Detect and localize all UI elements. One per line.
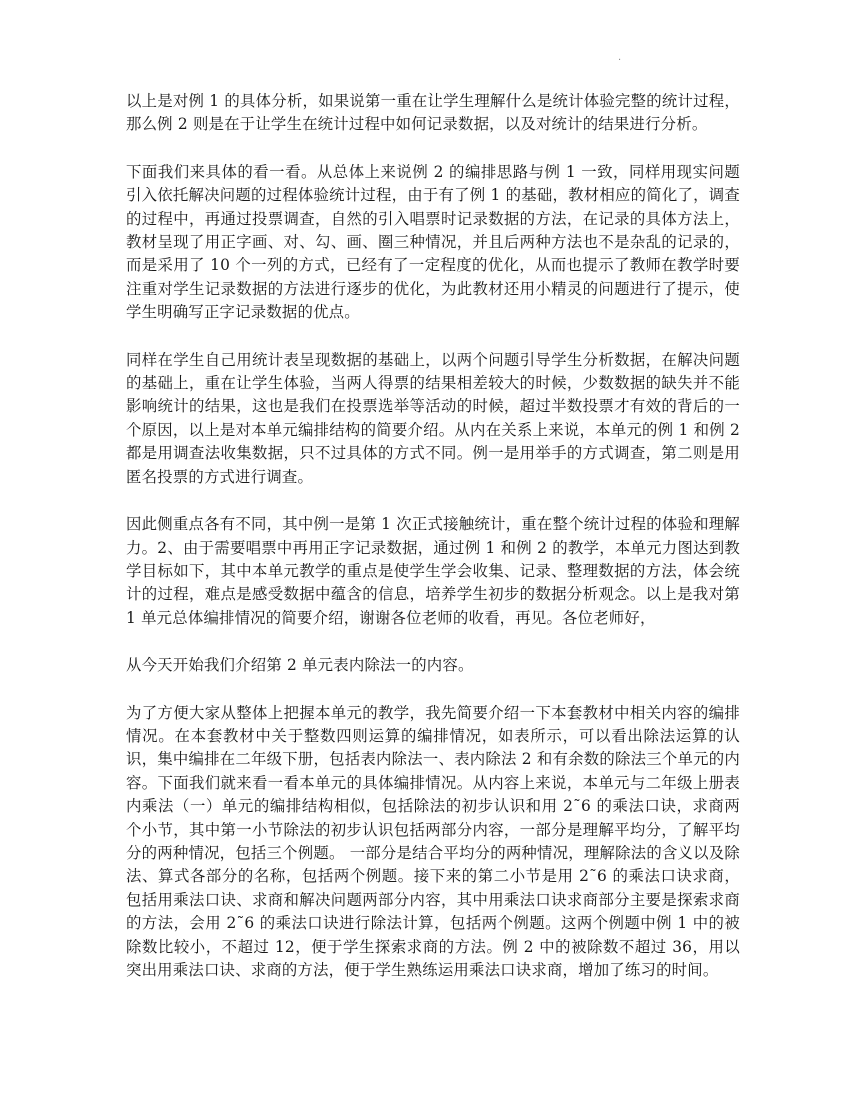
paragraph-5: 从今天开始我们介绍第 2 单元表内除法一的内容。 (126, 656, 474, 675)
header-mark: . (618, 52, 622, 63)
paragraph-3: 同样在学生自己用统计表呈现数据的基础上，以两个问题引导学生分析数据，在解决问题的基础上，重在让学生体验，当两人得票的结果相差较大的时候，少数数据的缺失并不能影响统计的结果，这也是我们在投票选举等活动的时候，超过半数投票才有效的背后的一个原因，以上是对本单元编排结构的简要介绍。从内在关系上来说，本单元的例 1 和例 2 都是用调查法收集数据，只不过具体的方式不同。例一是用举手的方式调查，第二则是用匿名投票的方式进行调查。 (126, 350, 740, 486)
paragraph-1: 以上是对例 1 的具体分析，如果说第一重在让学生理解什么是统计体验完整的统计过程，那么例 2 则是在于让学生在统计过程中如何记录数据，以及对统计的结果进行分析。 (126, 92, 740, 134)
document-body (126, 90, 740, 1006)
paragraph-4: 因此侧重点各有不同，其中例一是第 1 次正式接触统计，重在整个统计过程的体验和理解力。2、由于需要唱票中再用正字记录数据，通过例 1 和例 2 的教学，本单元力图达到教学目标如下，其中本单元教学的重点是使学生学会收集、记录、整理数据的方法，体会统计的过程，难点是感受数据中蕴含的信息，培养学生初步的数据分析观念。以上是我对第 1 单元总体编排情况的简要介绍，谢谢各位老师的收看，再见。各位老师好， (126, 515, 740, 627)
paragraph-2: 下面我们来具体的看一看。从总体上来说例 2 的编排思路与例 1 一致，同样用现实问题引入依托解决问题的过程体验统计过程，由于有了例 1 的基础，教材相应的简化了，调查的过程中，再通过投票调查，自然的引入唱票时记录数据的方法，在记录的具体方法上，教材呈现了用正字画、对、勾、画、圈三种情况，并且后两种方法也不是杂乱的记录的，而是采用了 10 个一列的方式，已经有了一定程度的优化，从而也提示了教师在教学时要注重对学生记录数据的方法进行逐步的优化，为此教材还用小精灵的问题进行了提示，使学生明确写正字记录数据的优点。 (126, 162, 740, 322)
paragraph-6: 为了方便大家从整体上把握本单元的教学，我先简要介绍一下本套教材中相关内容的编排情况。在本套教材中关于整数四则运算的编排情况，如表所示，可以看出除法运算的认识，集中编排在二年级下册，包括表内除法一、表内除法 2 和有余数的除法三个单元的内容。下面我们就来看一看本单元的具体编排情况。从内容上来说，本单元与二年级上册表内乘法（一）单元的编排结构相似，包括除法的初步认识和用 2˜6 的乘法口诀，求商两个小节，其中第一小节除法的初步认识包括两部分内容，一部分是理解平均分，了解平均分的两种情况，包括三个例题。 一部分是结合平均分的两种情况，理解除法的含义以及除法、算式各部分的名称，包括两个例题。接下来的第二小节是用 2˜6 的乘法口诀求商，包括用乘法口诀、求商和解决问题两部分内容，其中用乘法口诀求商部分主要是探索求商的方法，会用 2˜6 的乘法口诀进行除法计算，包括两个例题。这两个例题中例 1 中的被除数比较小，不超过 12，便于学生探索求商的方法。例 2 中的被除数不超过 36，用以突出用乘法口诀、求商的方法，便于学生熟练运用乘法口诀求商，增加了练习的时间。 (126, 703, 740, 979)
